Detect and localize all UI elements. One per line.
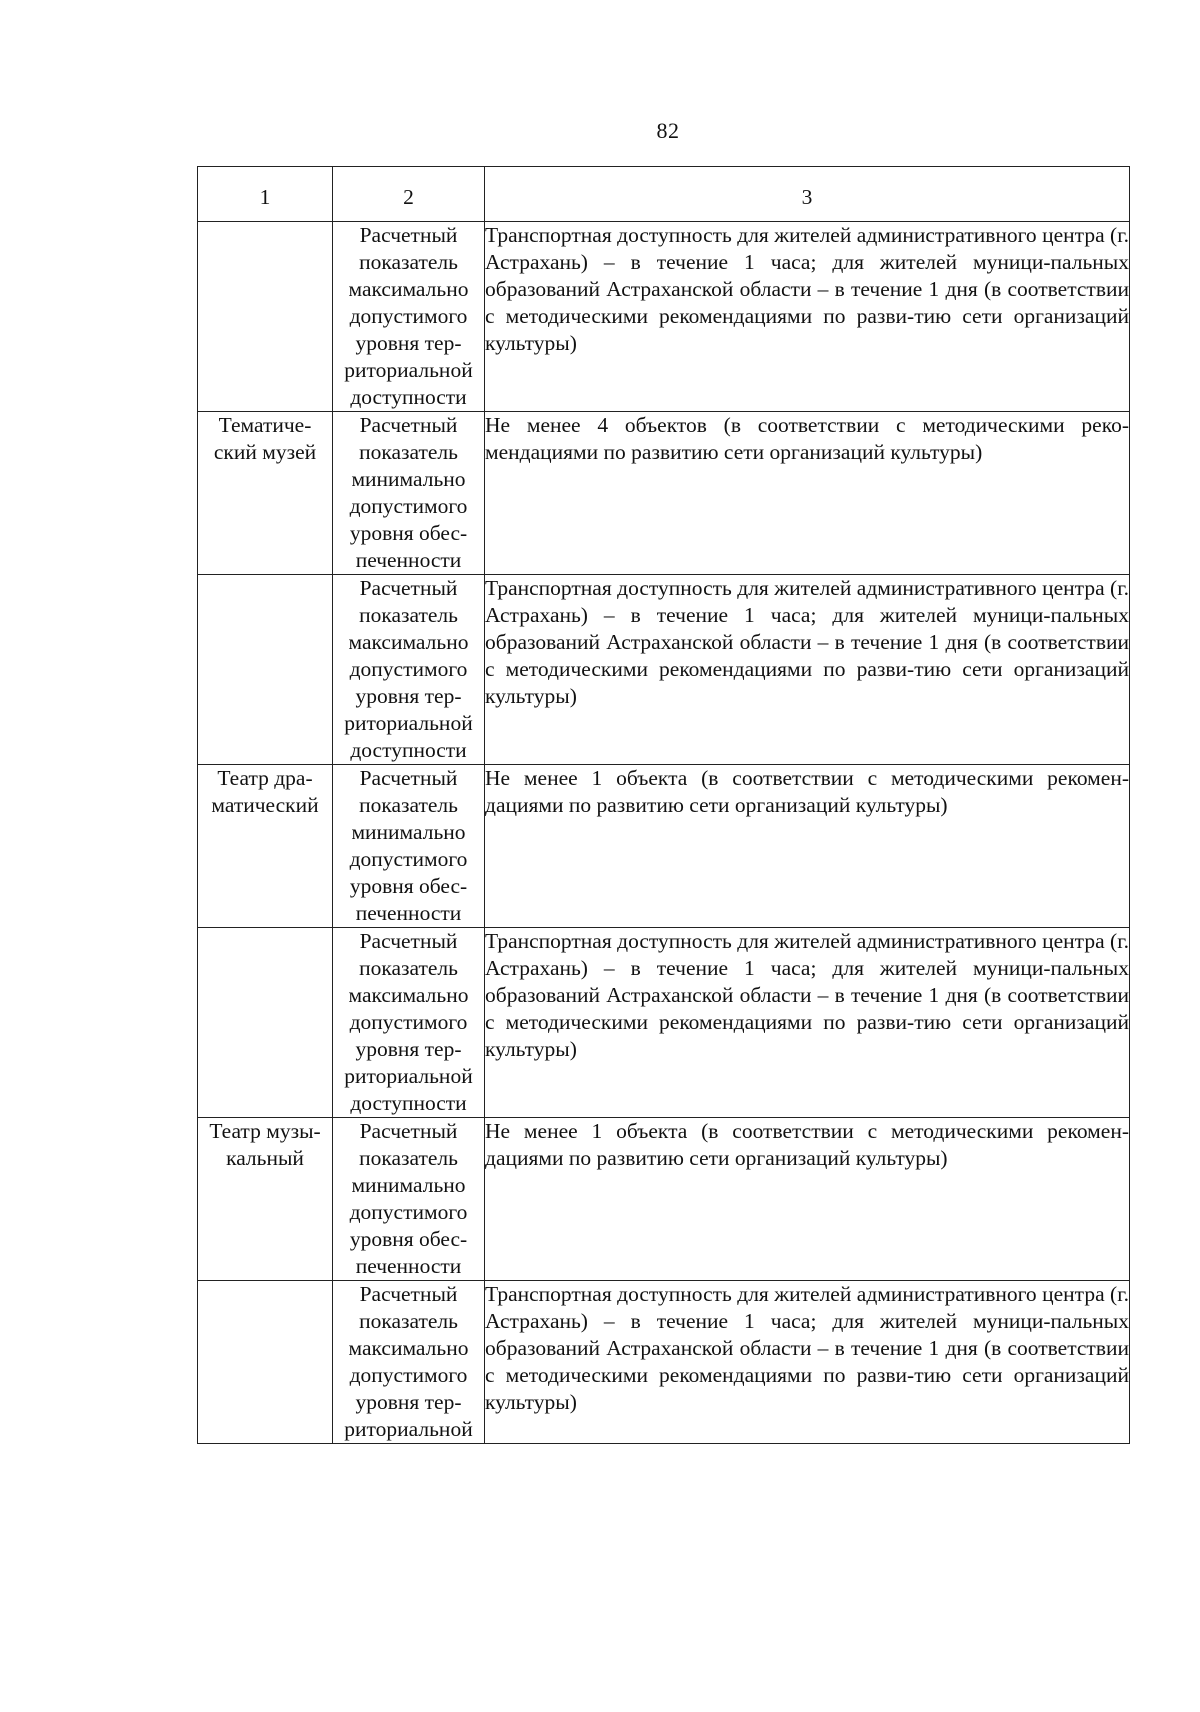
table-header-row bbox=[198, 167, 1130, 222]
value-cell: Транспортная доступность для жителей административного центра (г. Астрахань) – в течение 1 часа; для жителей муници-пальных образований Астраханской области – в течение 1 дня (в соответствии с методическими рекомендациями по разви-тию сети организаций культуры) bbox=[485, 1281, 1130, 1444]
value-cell: Не менее 1 объекта (в соответствии с методическими рекомен-дациями по развитию сети организаций культуры) bbox=[485, 1118, 1130, 1281]
page-number: 82 bbox=[656, 118, 680, 143]
category-cell bbox=[198, 1281, 333, 1444]
value-cell: Транспортная доступность для жителей административного центра (г. Астрахань) – в течение 1 часа; для жителей муници-пальных образований Астраханской области – в течение 1 дня (в соответствии с методическими рекомендациями по разви-тию сети организаций культуры) bbox=[485, 928, 1130, 1118]
table-row bbox=[198, 412, 1130, 575]
category-cell bbox=[198, 575, 333, 765]
table-row bbox=[198, 765, 1130, 928]
column-header-2: 2 bbox=[333, 167, 485, 222]
table-row bbox=[198, 222, 1130, 412]
indicator-cell: Расчетный показатель максимально допустимого уровня тер- риториальной доступности bbox=[333, 928, 485, 1118]
standards-table bbox=[197, 166, 1130, 1444]
category-cell bbox=[198, 928, 333, 1118]
category-cell: Театр музы- кальный bbox=[198, 1118, 333, 1281]
value-cell: Транспортная доступность для жителей административного центра (г. Астрахань) – в течение 1 часа; для жителей муници-пальных образований Астраханской области – в течение 1 дня (в соответствии с методическими рекомендациями по разви-тию сети организаций культуры) bbox=[485, 222, 1130, 412]
value-cell: Не менее 1 объекта (в соответствии с методическими рекомен-дациями по развитию сети организаций культуры) bbox=[485, 765, 1130, 928]
indicator-cell: Расчетный показатель максимально допустимого уровня тер- риториальной bbox=[333, 1281, 485, 1444]
indicator-cell: Расчетный показатель максимально допустимого уровня тер- риториальной доступности bbox=[333, 575, 485, 765]
table-row bbox=[198, 928, 1130, 1118]
column-header-3: 3 bbox=[485, 167, 1130, 222]
category-cell bbox=[198, 222, 333, 412]
indicator-cell: Расчетный показатель минимально допустимого уровня обес- печенности bbox=[333, 1118, 485, 1281]
category-cell: Театр дра- матический bbox=[198, 765, 333, 928]
table-row bbox=[198, 575, 1130, 765]
indicator-cell: Расчетный показатель минимально допустимого уровня обес- печенности bbox=[333, 412, 485, 575]
value-cell: Не менее 4 объектов (в соответствии с методическими реко-мендациями по развитию сети организаций культуры) bbox=[485, 412, 1130, 575]
table-row bbox=[198, 1118, 1130, 1281]
value-cell: Транспортная доступность для жителей административного центра (г. Астрахань) – в течение 1 часа; для жителей муници-пальных образований Астраханской области – в течение 1 дня (в соответствии с методическими рекомендациями по разви-тию сети организаций культуры) bbox=[485, 575, 1130, 765]
category-cell: Тематиче- ский музей bbox=[198, 412, 333, 575]
table-row bbox=[198, 1281, 1130, 1444]
indicator-cell: Расчетный показатель минимально допустимого уровня обес- печенности bbox=[333, 765, 485, 928]
indicator-cell: Расчетный показатель максимально допустимого уровня тер- риториальной доступности bbox=[333, 222, 485, 412]
column-header-1: 1 bbox=[198, 167, 333, 222]
